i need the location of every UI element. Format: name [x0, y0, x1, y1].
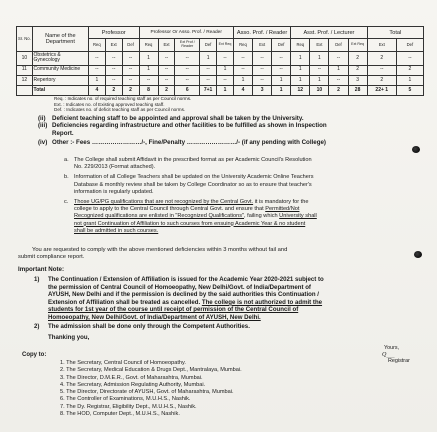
- cell-value: 28: [348, 85, 367, 95]
- signature-mark: Q___: [382, 351, 395, 358]
- cell-value: 2: [367, 52, 396, 65]
- copy-to-item: 3. The Director, D.M.E.R., Govt. of Maharashtra, Mumbai.: [60, 374, 203, 381]
- sub-header: Ext Req: [348, 39, 367, 52]
- cell-value: 8: [139, 85, 158, 95]
- cell-value: --: [329, 52, 348, 65]
- cell-value: 2: [105, 85, 122, 95]
- legend: [54, 96, 354, 113]
- cell-value: 2: [367, 75, 396, 85]
- cell-value: 5: [396, 85, 423, 95]
- cell-value: --: [122, 75, 139, 85]
- thanks-text: Thanking you,: [48, 334, 90, 342]
- copy-to-item: 8. The HOD, Computer Dept., M.U.H.S., Nashik.: [60, 411, 180, 418]
- compliance-request: [18, 247, 428, 261]
- punch-hole-icon: [412, 146, 420, 153]
- cell-value: --: [105, 52, 122, 65]
- group-total: Total: [367, 27, 423, 39]
- sub-header: Ext: [158, 39, 175, 52]
- deficiency-list: [38, 115, 428, 147]
- cell-value: --: [217, 75, 234, 85]
- point-a-line: No. 229/2013 (Format attached).: [74, 164, 156, 171]
- sub-header: Def: [272, 39, 291, 52]
- cell-value: --: [105, 75, 122, 85]
- group-asst: Asst. Prof. / Lecturer: [291, 27, 367, 39]
- cell-value: --: [200, 75, 217, 85]
- compliance-line: submit compliance report.: [18, 254, 85, 261]
- punch-hole-icon: [414, 251, 422, 258]
- note-1-line: the permission of Central Council of Homoeopathy, New Delhi/Govt. of India/Department of: [48, 283, 311, 291]
- cell-value: --: [158, 65, 175, 75]
- cell-department: Repertory: [32, 75, 88, 85]
- sub-header: Req: [139, 39, 158, 52]
- cell-value: --: [233, 65, 252, 75]
- cell-value: 4: [88, 85, 105, 95]
- legend-def: Def. : Indicates no. of deficit teaching staff as per Council norms.: [54, 107, 186, 113]
- cell-value: --: [253, 75, 272, 85]
- point-c-line: Recognized qualifications are enlisted in "Recognized Qualifications", failing which University shall: [74, 213, 317, 220]
- cell-value: 1: [88, 75, 105, 85]
- teaching-staff-table: [16, 26, 424, 96]
- sub-header: Def: [396, 39, 423, 52]
- sub-header: Req: [291, 39, 310, 52]
- sub-header: Ext Prof / Reader: [175, 39, 200, 52]
- point-c: c. Those UG/PG qualifications that are not recognized by the Central Govt. it is mandatory for the: [64, 199, 309, 206]
- cell-value: 2: [348, 65, 367, 75]
- cell-value: --: [88, 65, 105, 75]
- deficiency-item: (iv) Other :- Fees ……………………/-, Fine/Penalty ……………………/- (if any pending with College): [38, 139, 326, 147]
- cell-sr: [17, 85, 33, 95]
- cell-department: Total: [32, 85, 88, 95]
- cell-value: --: [175, 75, 200, 85]
- table-row: [17, 65, 424, 75]
- point-b: b. Information of all College Teachers shall be updated on the University Academic Online Teachers: [64, 174, 314, 181]
- important-note-title: Important Note:: [18, 266, 65, 273]
- cell-value: --: [217, 52, 234, 65]
- copy-to-list: [60, 360, 400, 418]
- sub-header: Ext: [105, 39, 122, 52]
- cell-sr: 10: [17, 52, 33, 65]
- copy-to-item: 5. The Director, Directorate of AYUSH, Govt. of Maharashtra, Mumbai.: [60, 389, 234, 396]
- note-1-line: AYUSH, New Delhi and if the permission is declined by the said authorities this Continuation /: [48, 291, 319, 299]
- cell-value: 2: [158, 85, 175, 95]
- cell-value: 10: [310, 85, 329, 95]
- copy-to-item: 1. The Secretary, Central Council of Homoeopathy.: [60, 360, 186, 366]
- table-row: [17, 75, 424, 85]
- cell-value: 1: [217, 85, 234, 95]
- cell-value: 1: [139, 65, 158, 75]
- sub-header: Ext Req: [217, 39, 234, 52]
- cell-value: 22+ 1: [367, 85, 396, 95]
- point-c-line: not grant Continuation of Affiliation to such courses from ensuing Academic Year & no student: [74, 220, 306, 227]
- col-department: Name of the Department: [32, 27, 88, 52]
- cell-value: 1: [200, 52, 217, 65]
- cell-sr: 11: [17, 65, 33, 75]
- copy-to-item: 2. The Secretary, Medical Education & Drugs Dept., Mantralaya, Mumbai.: [60, 367, 242, 374]
- table-header-row: [17, 27, 424, 39]
- copy-to-heading: Copy to:: [22, 352, 47, 358]
- cell-value: --: [139, 75, 158, 85]
- cell-value: --: [272, 65, 291, 75]
- table-body: [17, 52, 424, 96]
- cell-value: 6: [175, 85, 200, 95]
- note-2: 2) The admission shall be done only through the Competent Authorities.: [34, 322, 250, 330]
- col-sr: Sr. No.: [17, 27, 33, 52]
- cell-value: --: [105, 65, 122, 75]
- cell-value: 1: [291, 52, 310, 65]
- cell-value: --: [310, 65, 329, 75]
- point-b-line: information is regularly updated.: [74, 188, 154, 195]
- cell-value: 7+1: [200, 85, 217, 95]
- cell-value: --: [122, 65, 139, 75]
- group-assoc: Asso. Prof. / Reader: [233, 27, 290, 39]
- cell-value: 1: [272, 75, 291, 85]
- cell-value: --: [88, 52, 105, 65]
- cell-value: --: [272, 52, 291, 65]
- sub-header: Req: [233, 39, 252, 52]
- note-1-line: Extension of Affiliation shall be treated as cancelled. The college is not authorized to admit the: [48, 298, 323, 306]
- cell-value: 1: [310, 52, 329, 65]
- cell-value: --: [396, 52, 423, 65]
- table-row: [17, 52, 424, 65]
- point-b-line: Database & monthly review shall be taken by College Coordinator so as to ensure that teacher's: [74, 181, 312, 188]
- sub-header: Ext: [310, 39, 329, 52]
- legend-ext: Ext. : Indicates no. of Existing approved teaching staff.: [54, 101, 165, 107]
- copy-to-item: 4. The Secretary, Admission Regulating Authority, Mumbai.: [60, 381, 206, 388]
- deficiency-item: Report.: [52, 129, 74, 137]
- cell-value: 3: [253, 85, 272, 95]
- cell-value: 2: [329, 85, 348, 95]
- cell-value: 12: [291, 85, 310, 95]
- cell-value: --: [367, 65, 396, 75]
- compliance-line: You are requested to comply with the above mentioned deficiencies within 3 months without fail and: [32, 247, 288, 253]
- cell-value: --: [158, 52, 175, 65]
- cell-value: 1: [272, 85, 291, 95]
- point-a: a. The College shall submit Affidavit in the prescribed format as per Academic Council's Resolution: [64, 157, 312, 163]
- cell-sr: 12: [17, 75, 33, 85]
- deficiency-item: (ii) Deficient teaching staff to be appointed and approval shall be taken by the University.: [38, 115, 304, 122]
- cell-value: 1: [396, 75, 423, 85]
- note-1-line: Homoeopathy, New Delhi/Govt. of India/Department of AYUSH, New Delhi.: [48, 313, 261, 321]
- cell-value: --: [122, 52, 139, 65]
- yours-text: Yours,: [384, 345, 400, 351]
- sub-header: Def: [122, 39, 139, 52]
- cell-value: --: [175, 52, 200, 65]
- important-notes: [34, 276, 426, 342]
- cell-value: 4: [233, 85, 252, 95]
- cell-department: Obstetrics & Gynecology: [32, 52, 88, 65]
- cell-value: 1: [233, 75, 252, 85]
- cell-value: --: [158, 75, 175, 85]
- note-1: 1) The Continuation / Extension of Affiliation is issued for the Academic Year 2020-2021 subject to: [34, 276, 324, 283]
- sub-header: Def: [200, 39, 217, 52]
- copy-to-item: 7. The Dy. Registrar, Eligibility Dept., M.U.H.S., Nashik.: [60, 403, 197, 410]
- legend-req: Req. : Indicates no. of required teaching staff as per Council norms.: [54, 96, 192, 101]
- cell-value: --: [253, 52, 272, 65]
- cell-value: 1: [139, 52, 158, 65]
- cell-department: Community Medicine: [32, 65, 88, 75]
- sub-header: Req: [88, 39, 105, 52]
- cell-value: 2: [122, 85, 139, 95]
- cell-value: --: [329, 75, 348, 85]
- sub-header: Ext: [253, 39, 272, 52]
- point-c-line: shall be admitted in such courses.: [74, 227, 159, 234]
- cell-value: 1: [329, 65, 348, 75]
- cell-value: 1: [291, 75, 310, 85]
- group-professor: Professor: [88, 27, 139, 39]
- sub-header: Def: [329, 39, 348, 52]
- copy-to-item: 6. The Controller of Examinations, M.U.H.S., Nashik.: [60, 396, 191, 403]
- note-1-line: students for 1st year of the course until receipt of permission of the Central Council of: [48, 306, 299, 314]
- cell-value: 2: [396, 65, 423, 75]
- group-professor-or-assoc: Professor Or Asso. Prof. / Reader: [139, 27, 233, 39]
- points-list: [64, 157, 424, 235]
- table-total-row: [17, 85, 424, 95]
- point-c-line: college to apply to the Central Council through Central Govt. and ensure that Permitted/Not: [74, 206, 300, 213]
- cell-value: 1: [217, 65, 234, 75]
- deficiency-item: (iii) Deficiencies regarding infrastructure and other facilities to be fulfilled as shown in Inspection: [38, 122, 327, 130]
- cell-value: --: [200, 65, 217, 75]
- cell-value: 3: [348, 75, 367, 85]
- cell-value: --: [233, 52, 252, 65]
- cell-value: 1: [310, 75, 329, 85]
- cell-value: 2: [348, 52, 367, 65]
- registrar-title: Registrar: [388, 358, 410, 365]
- cell-value: --: [175, 65, 200, 75]
- sub-header: Ext: [367, 39, 396, 52]
- cell-value: 1: [291, 65, 310, 75]
- cell-value: --: [253, 65, 272, 75]
